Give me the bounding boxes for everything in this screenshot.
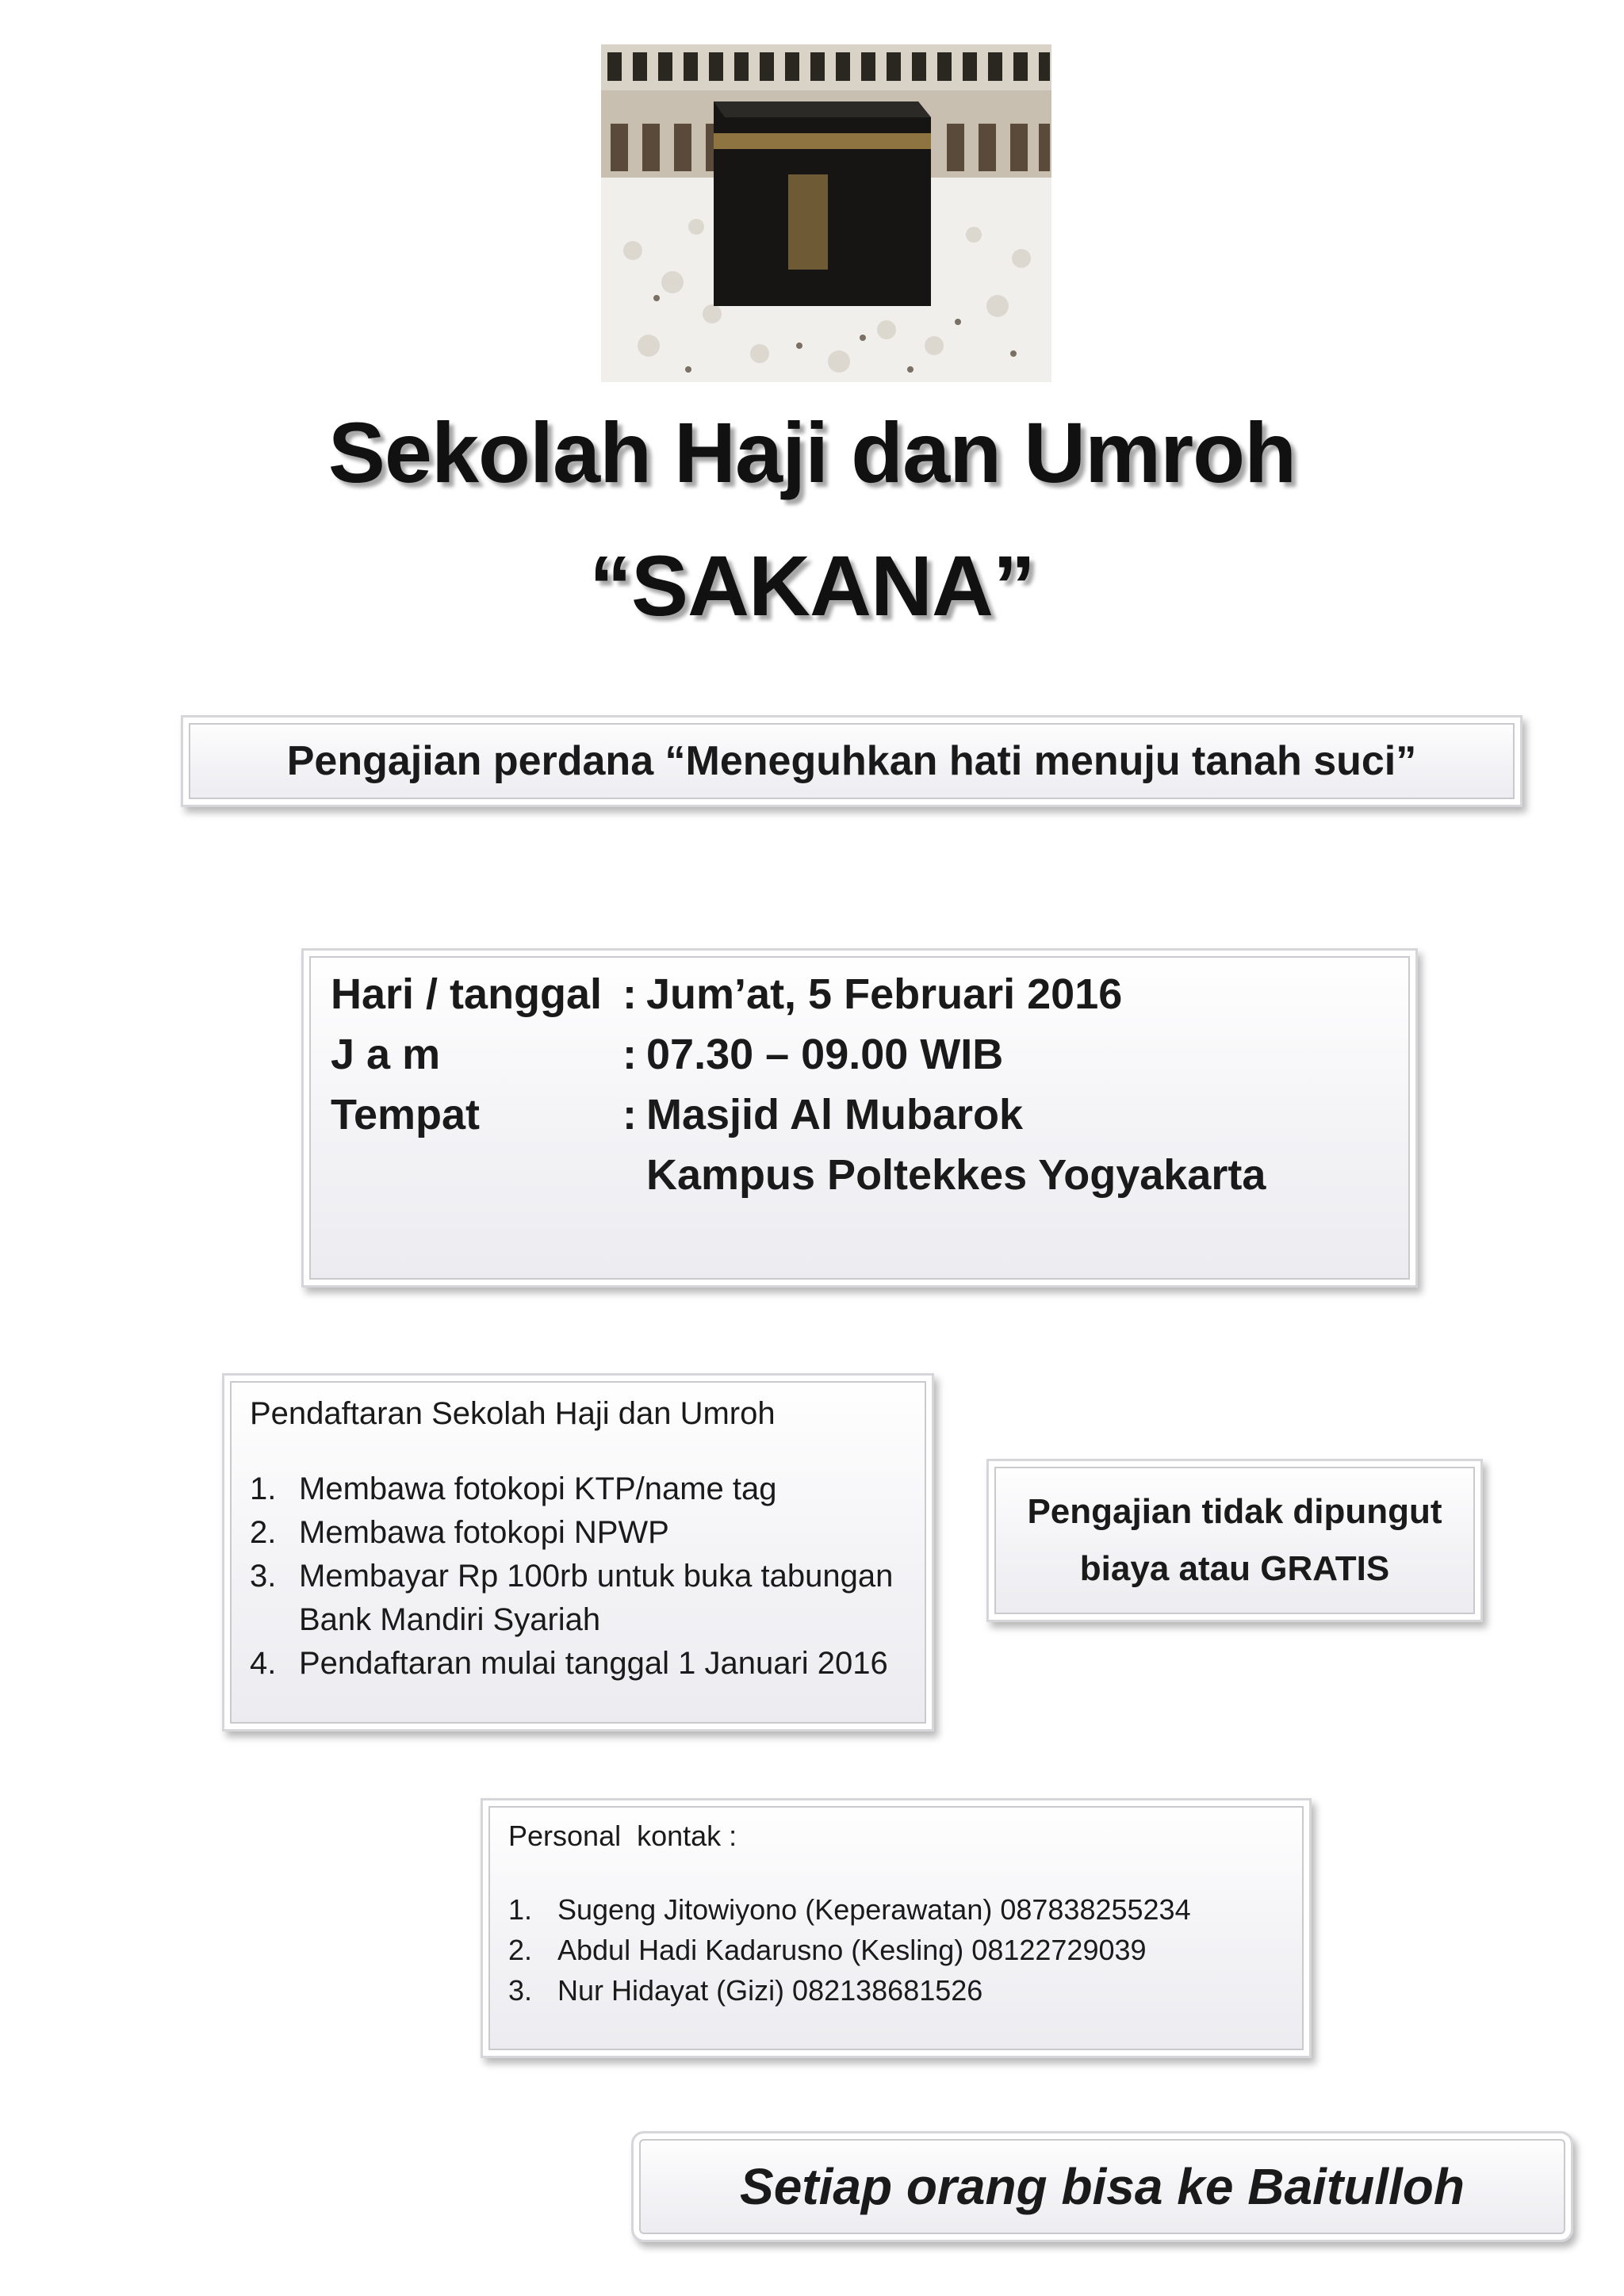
list-item: [250, 1642, 916, 1686]
event-place-row-2: [646, 1150, 1266, 1200]
list-item-text: Membayar Rp 100rb untuk buka tabungan Bank Mandiri Syariah: [299, 1559, 894, 1637]
kaaba-photo: [601, 44, 1051, 382]
list-item-number: 2.: [508, 1934, 533, 1966]
list-item: [508, 1930, 1293, 1970]
list-item-number: 2.: [250, 1515, 277, 1550]
list-item-text: Sugeng Jitowiyono (Keperawatan) 087838255234: [557, 1893, 1191, 1926]
registration-box: [222, 1373, 934, 1732]
motto-banner: [631, 2131, 1573, 2242]
event-day-sep: :: [622, 970, 637, 1018]
list-item-text: Membawa fotokopi KTP/name tag: [299, 1471, 777, 1506]
event-time-row: [331, 1030, 1003, 1079]
kiswah-gold-band: [714, 133, 931, 149]
list-item: [250, 1468, 916, 1511]
event-time-value: 07.30 – 09.00 WIB: [646, 1031, 1004, 1078]
event-details-box: [301, 948, 1418, 1288]
list-item-text: Abdul Hadi Kadarusno (Kesling) 08122729039: [557, 1934, 1147, 1966]
contact-list: [508, 1889, 1293, 2011]
list-item-text: Pendaftaran mulai tanggal 1 Januari 2016: [299, 1646, 888, 1681]
list-item-text: Nur Hidayat (Gizi) 082138681526: [557, 1974, 983, 2007]
list-item-number: 4.: [250, 1646, 277, 1681]
free-notice-text: [1027, 1483, 1442, 1598]
kaaba-illustration: [601, 44, 1051, 382]
event-place-value: Masjid Al Mubarok: [646, 1091, 1024, 1138]
list-item-number: 3.: [250, 1559, 277, 1594]
list-item-text: Membawa fotokopi NPWP: [299, 1515, 669, 1550]
list-item: [250, 1511, 916, 1555]
event-place-value-2: Kampus Poltekkes Yogyakarta: [646, 1151, 1266, 1199]
event-place-sep: :: [622, 1091, 637, 1138]
free-notice-line-1: Pengajian tidak dipungut: [1027, 1492, 1442, 1531]
event-day-value: Jum’at, 5 Februari 2016: [646, 970, 1123, 1018]
registration-list: [250, 1468, 916, 1686]
list-item-number: 3.: [508, 1974, 533, 2007]
event-time-sep: :: [622, 1031, 637, 1078]
free-notice-box: [986, 1459, 1483, 1622]
event-place-row: [331, 1090, 1023, 1139]
motto-text: Setiap orang bisa ke Baitulloh: [740, 2158, 1465, 2215]
kaaba-door: [788, 174, 828, 270]
event-day-row: [331, 970, 1122, 1019]
event-place-label: Tempat: [331, 1091, 481, 1138]
list-item-number: 1.: [250, 1471, 277, 1506]
list-item-number: 1.: [508, 1893, 533, 1926]
contact-box: [481, 1798, 1312, 2058]
contact-heading: Personal kontak :: [508, 1820, 737, 1852]
list-item: [508, 1889, 1293, 1930]
event-time-label: J a m: [331, 1031, 441, 1078]
list-item: [508, 1970, 1293, 2011]
theme-text: Pengajian perdana “Meneguhkan hati menuju tanah suci”: [286, 738, 1417, 784]
list-item: [250, 1555, 916, 1642]
title-line-1: Sekolah Haji dan Umroh: [327, 404, 1297, 500]
event-day-label: Hari / tanggal: [331, 970, 603, 1018]
free-notice-line-2: biaya atau GRATIS: [1079, 1549, 1390, 1588]
title-line-2: “SAKANA”: [588, 538, 1035, 633]
theme-banner: [181, 715, 1522, 807]
registration-heading: Pendaftaran Sekolah Haji dan Umroh: [250, 1396, 776, 1431]
